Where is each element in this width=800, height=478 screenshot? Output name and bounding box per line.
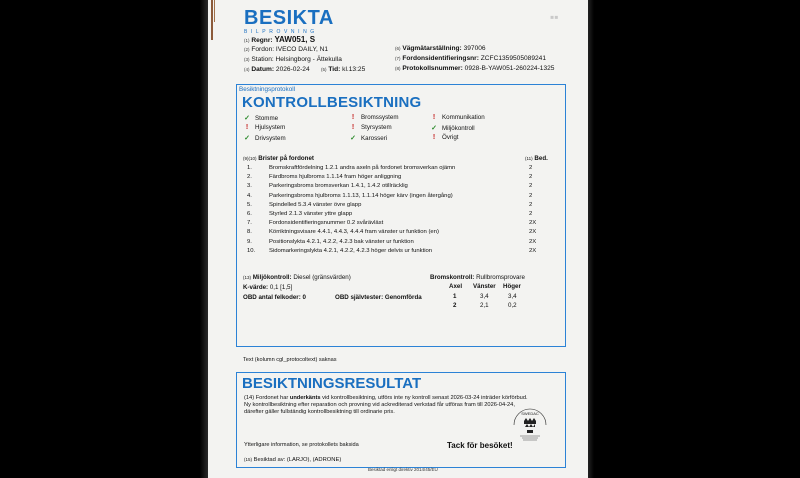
system-status-item: [243, 134, 286, 142]
defect-number: 4.: [247, 192, 252, 199]
defect-severity: 2: [529, 183, 533, 190]
axle-1-right: 3,4: [508, 293, 517, 300]
defect-number: 9.: [247, 238, 252, 245]
header-fordon: (2) Fordon: IVECO DAILY, N1: [244, 46, 329, 53]
defect-severity: 2X: [529, 247, 537, 254]
defect-row: [247, 248, 559, 254]
check-icon: ✓: [350, 135, 356, 142]
system-label: Hjulsystem: [255, 124, 286, 131]
axle-1-number: 1: [453, 293, 457, 300]
warning-icon: !: [245, 124, 249, 131]
defect-number: 1.: [247, 165, 252, 171]
defect-number: 8.: [247, 229, 252, 236]
defect-severity: 2X: [529, 229, 537, 236]
protocol-box: [236, 84, 566, 347]
check-icon: ✓: [244, 135, 250, 142]
warning-icon: !: [432, 134, 436, 141]
axle-2-right: 0,2: [508, 302, 517, 309]
system-label: Miljökontroll: [442, 124, 475, 132]
more-info: Ytterligare information, se protokollets baksida: [244, 442, 359, 448]
defect-severity: 2: [529, 211, 533, 217]
header-regnr: (1) Regnr: YAW051, S: [244, 35, 316, 44]
besikta-logo: [244, 8, 334, 35]
protocol-title: KONTROLLBESIKTNING: [242, 94, 422, 111]
defect-severity: 2X: [529, 220, 537, 227]
system-label: Stomme: [255, 114, 279, 122]
system-status-item: [430, 124, 475, 132]
defect-severity: 2: [529, 165, 533, 171]
thanks-text: Tack för besöket!: [447, 441, 513, 450]
result-box: [236, 372, 566, 468]
defect-severity: 2X: [529, 238, 537, 245]
axle-2-left: 2,1: [480, 302, 489, 309]
defect-row: [247, 220, 559, 226]
defect-row: [247, 193, 559, 199]
defect-text: Spindelled 5.3.4 vänster övre glapp: [269, 201, 362, 208]
defect-text: Bromskraftfördelning 1.2.1 andra axeln på fordonet bromsverkan ojämn: [269, 165, 456, 171]
defect-text: Sidomarkeringslykta 4.2.1, 4.2.2, 4.2.3 höger delvis ur funktion: [269, 247, 433, 254]
defect-severity: 2: [529, 174, 533, 181]
defects-heading: (9)(10) Brister på fordonet: [243, 155, 314, 162]
system-label: Styrsystem: [361, 124, 392, 131]
defect-row: [247, 229, 559, 235]
defect-number: 6.: [247, 211, 252, 217]
header-vin: (7) Fordonsidentifieringsnr: ZCFC1359505089241: [395, 55, 547, 62]
page-shadow-left: [200, 0, 208, 478]
system-label: Kommunikation: [442, 114, 485, 121]
defect-text: Färdbroms hjulbroms 1.1.14 fram höger anliggning: [269, 174, 402, 181]
page-shadow-right: [588, 0, 594, 478]
protocol-page: [208, 0, 588, 478]
axle-header: Axel: [449, 283, 463, 290]
header-odometer: (6) Vägmätarställning: 397006: [395, 45, 486, 52]
system-status-item: [349, 134, 387, 142]
missing-text-note: Text (kolumn cgl_protocoltext) saknas: [243, 357, 337, 363]
inspected-by: (15) Besiktad av: (LARJO), (ADRONE): [244, 457, 342, 463]
defect-row: [247, 211, 559, 217]
system-status-item: [430, 134, 459, 141]
k-value: K-värde: 0,1 [1,5]: [243, 284, 293, 291]
defect-severity: 2: [529, 201, 533, 208]
header-station: (3) Station: Helsingborg - Ättekulla: [244, 56, 342, 63]
protocol-heading: Besiktningsprotokoll: [239, 86, 296, 93]
system-label: Övrigt: [442, 134, 459, 141]
defect-text: Positionslykta 4.2.1, 4.2.2, 4.2.3 bak vänster ur funktion: [269, 238, 414, 245]
obd-self-tests: OBD självtester: Genomförda: [335, 294, 422, 301]
system-label: Drivsystem: [255, 134, 286, 142]
swedac-seal-icon: [510, 407, 550, 443]
right-header: Höger: [503, 283, 521, 290]
defect-row: [247, 174, 559, 180]
result-title: BESIKTNINGSRESULTAT: [242, 375, 422, 392]
result-text: (14) Fordonet har underkänts vid kontrollbesiktning, utförs inte ny kontroll senast 2026-03-24 inträder körförbud. Ny kontrollbesiktning efter reparation och provning vid ackrediterad verkstad får utföras fram till 2026-04-24, därefter gäller fullständig kontrollbesiktning till ordinarie pris.: [244, 395, 528, 415]
left-header: Vänster: [473, 283, 496, 290]
defect-text: Körriktningsvisare 4.4.1, 4.4.3, 4.4.4 fram vänster ur funktion (en): [269, 229, 439, 236]
warning-icon: !: [432, 114, 436, 121]
check-icon: ✓: [431, 125, 437, 132]
header-datum: (4) Datum: 2026-02-24: [244, 66, 310, 73]
faint-mark-icon: ▪▪: [550, 10, 559, 24]
warning-icon: !: [351, 124, 355, 131]
axle-2-number: 2: [453, 302, 457, 309]
defect-number: 7.: [247, 220, 252, 227]
logo-word: BESIKTA: [244, 7, 334, 29]
brake-check: Bromskontroll: Rullbromsprovare: [430, 274, 525, 281]
defect-severity: 2: [529, 192, 533, 199]
system-status-item: [243, 124, 285, 131]
header-tid: (5) Tid: kl.13:25: [321, 66, 366, 73]
defect-text: Parkeringsbroms bromsverkan 1.4.1, 1.4.2 otillräcklig: [269, 183, 408, 190]
defect-row: [247, 239, 559, 245]
defect-row: [247, 202, 559, 208]
defect-row: [247, 183, 559, 189]
warning-icon: !: [351, 114, 355, 121]
defect-number: 2.: [247, 174, 252, 181]
header-protocol-number: (8) Protokollsnummer: 0928-B-YAW051-260224-1325: [395, 65, 555, 72]
defect-text: Fordonsidentifieringsnummer 0.2 svårävläst: [269, 220, 384, 227]
logo-tagline: BILPROVNING: [244, 29, 318, 35]
staple-mark: [211, 0, 213, 40]
obd-error-codes: OBD antal felkoder: 0: [243, 294, 306, 301]
environment-check: (13) Miljökontroll: Diesel (gränsvärden): [243, 274, 351, 281]
system-status-item: [349, 124, 392, 131]
system-status-item: [430, 114, 485, 121]
defect-number: 5.: [247, 201, 252, 208]
axle-1-left: 3,4: [480, 293, 489, 300]
system-label: Bromssystem: [361, 114, 399, 121]
footer-directive: Besiktad enligt direktiv 2014/45/EU: [368, 467, 438, 472]
defect-text: Styrled 2.1.3 vänster yttre glapp: [269, 211, 353, 217]
defect-text: Parkeringsbroms hjulbroms 1.1.13, 1.1.14 höger kärv (ingen återgång): [269, 192, 453, 199]
staple-mark-2: [214, 0, 215, 22]
system-status-item: [243, 114, 278, 122]
system-label: Karosseri: [361, 134, 388, 142]
defect-number: 10.: [247, 247, 256, 254]
svg-text:SWEDAC: SWEDAC: [521, 411, 539, 416]
defect-number: 3.: [247, 183, 252, 190]
check-icon: ✓: [244, 115, 250, 122]
system-status-item: [349, 114, 398, 121]
defect-row: [247, 165, 559, 171]
bed-heading: (11) Bed.: [525, 155, 548, 162]
